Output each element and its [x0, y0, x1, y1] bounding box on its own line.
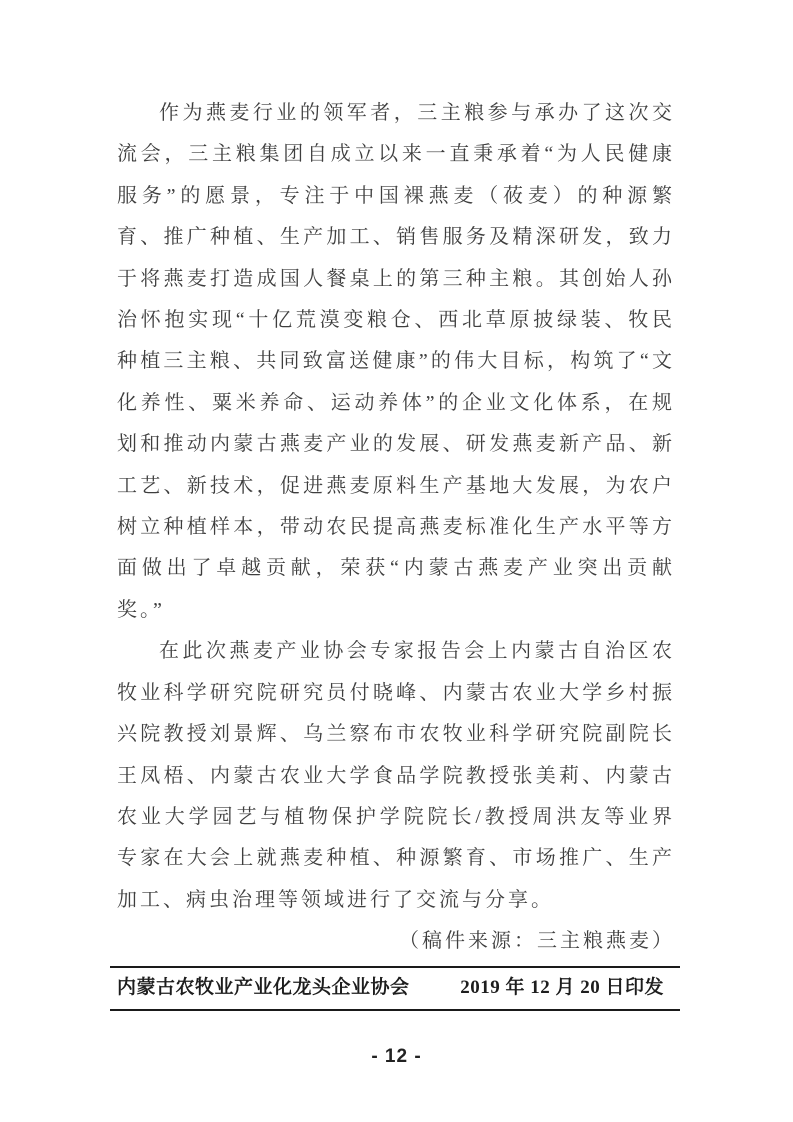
source-attribution: （稿件来源：三主粮燕麦）	[399, 930, 675, 953]
print-date: 2019 年 12 月 20 日印发	[460, 977, 664, 998]
footer-colophon	[110, 966, 680, 1011]
page-number: - 12 -	[371, 1046, 422, 1067]
paragraph-1: 作为燕麦行业的领军者，三主粮参与承办了这次交流会，三主粮集团自成立以来一直秉承着“为人民健康服务”的愿景，专注于中国裸燕麦（莜麦）的种源繁育、推广种植、生产加工、销售服务及精深研发，致力于将燕麦打造成国人餐桌上的第三种主粮。其创始人孙治怀抱实现“十亿荒漠变粮仓、西北草原披绿装、牧民种植三主粮、共同致富送健康”的伟大目标，构筑了“文化养性、粟米养命、运动养体”的企业文化体系，在规划和推动内蒙古燕麦产业的发展、研发燕麦新产品、新工艺、新技术，促进燕麦原料生产基地大发展，为农户树立种植样本，带动农民提高燕麦标准化生产水平等方面做出了卓越贡献，荣获“内蒙古燕麦产业突出贡献奖。”	[117, 102, 675, 621]
footer-row	[110, 968, 680, 1009]
article-body	[117, 93, 675, 963]
paragraph-2: 在此次燕麦产业协会专家报告会上内蒙古自治区农牧业科学研究院研究员付晓峰、内蒙古农业大学乡村振兴院教授刘景辉、乌兰察布市农牧业科学研究院副院长王凤梧、内蒙古农业大学食品学院教授张美莉、内蒙古农业大学园艺与植物保护学院院长/教授周洪友等业界专家在大会上就燕麦种植、种源繁育、市场推广、生产加工、病虫治理等领域进行了交流与分享。	[117, 640, 675, 911]
footer-rule-bottom	[110, 1009, 680, 1011]
issuing-organization: 内蒙古农牧业产业化龙头企业协会	[117, 977, 410, 998]
